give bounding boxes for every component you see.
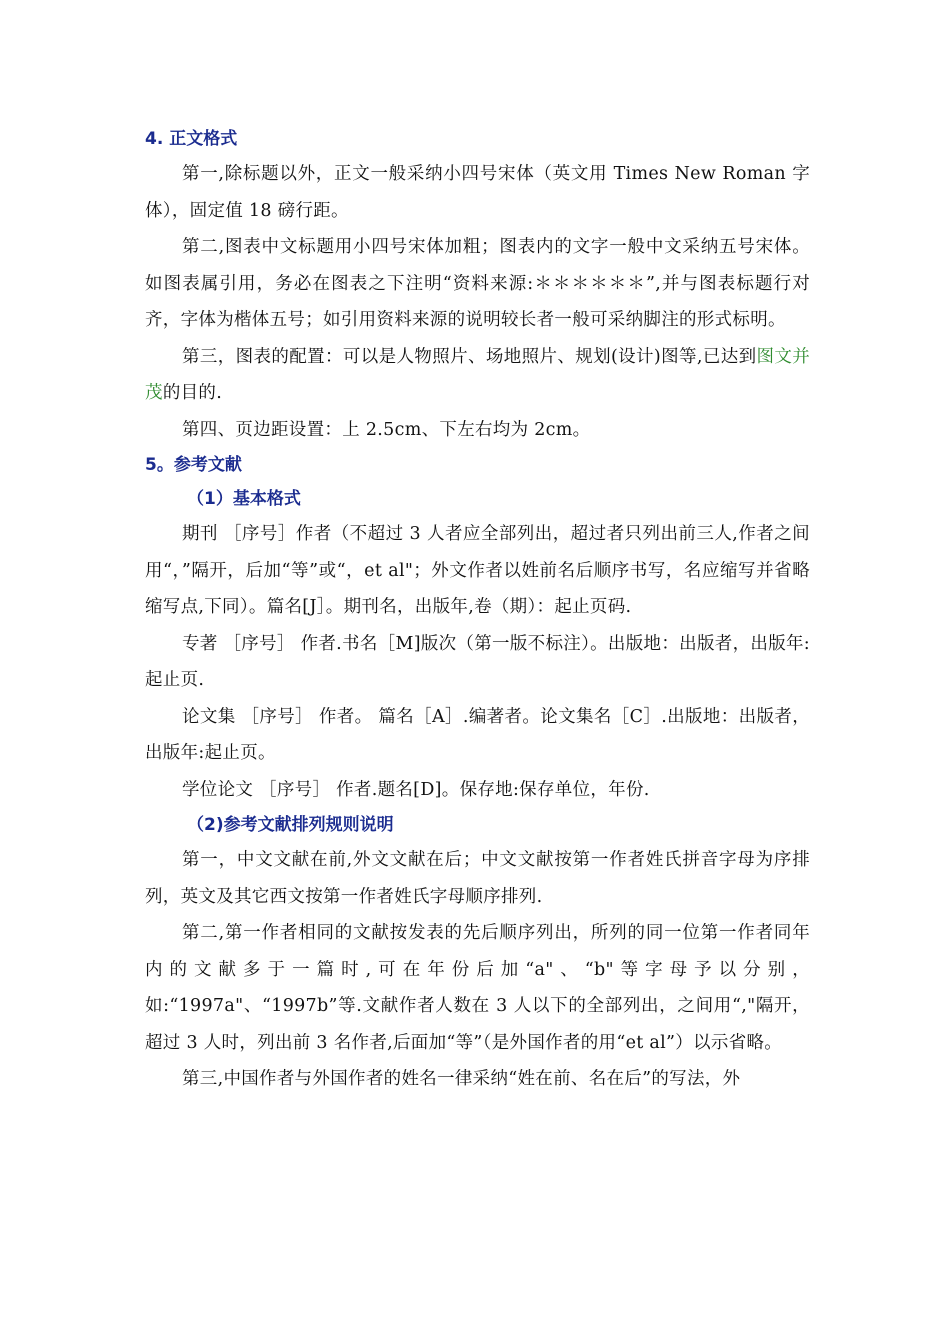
reference-format-monograph: 专著 ［序号］ 作者.书名［M]版次（第一版不标注）。出版地：出版者，出版年:起止页. (145, 633, 810, 690)
section-4-heading: 4. 正文格式 (145, 129, 238, 149)
ordering-rule-paragraph: 第三,中国作者与外国作者的姓名一律采纳“姓在前、名在后”的写法，外 (182, 1069, 741, 1089)
ordering-rule-paragraph: 第一，中文文献在前,外文文献在后；中文文献按第一作者姓氏拼音字母为序排列，英文及其它西文按第一作者姓氏字母顺序排列. (145, 850, 810, 907)
body-paragraph (145, 339, 810, 412)
body-paragraph: 第二,图表中文标题用小四号宋体加粗；图表内的文字一般中文采纳五号宋体。如图表属引用，务必在图表之下注明“资料来源:＊＊＊＊＊＊”,并与图表标题行对齐，字体为楷体五号；如引用资料来源的说明较长者一般可采纳脚注的形式标明。 (145, 237, 810, 330)
ordering-rule-paragraph: 第二,第一作者相同的文献按发表的先后顺序列出，所列的同一位第一作者同年内的文献多于一篇时,可在年份后加“a"、“b"等字母予以分别，如:“1997a"、“1997b”等.文献作者人数在 3 人以下的全部列出，之间用“,"隔开，超过 3 人时，列出前 3 名作者,后面加“等”（是外国作者的用“et al”）以示省略。 (145, 923, 810, 1053)
reference-format-journal: 期刊 ［序号］作者（不超过 3 人者应全部列出，超过者只列出前三人,作者之间用“，”隔开，后加“等”或“，et al"；外文作者以姓前名后顺序书写，名应缩写并省略缩写点,下同）。篇名[J］。期刊名，出版年,卷（期）：起止页码. (145, 524, 810, 617)
hyperlink-text[interactable]: 图文并茂 (145, 346, 811, 403)
body-paragraph: 第四、页边距设置：上 2.5cm、下左右均为 2cm。 (182, 419, 591, 440)
section-5-heading: 5。参考文献 (145, 455, 242, 475)
subsection-basic-format-heading: （1）基本格式 (187, 489, 301, 509)
document-body (145, 122, 810, 1098)
subsection-ordering-rules-heading: （2)参考文献排列规则说明 (187, 815, 394, 835)
body-paragraph: 第一,除标题以外，正文一般采纳小四号宋体（英文用 Times New Roman 字体），固定值 18 磅行距。 (145, 164, 810, 221)
paragraph-text: 第三，图表的配置：可以是人物照片、场地照片、规划(设计)图等,已达到 (182, 346, 757, 367)
reference-format-collection: 论文集 ［序号］ 作者。 篇名［A］.编著者。论文集名［C］.出版地：出版者，出版年:起止页。 (145, 706, 810, 763)
paragraph-text: 的目的. (162, 383, 223, 403)
reference-format-thesis: 学位论文 ［序号］ 作者.题名[D]。保存地:保存单位，年份. (182, 779, 650, 800)
